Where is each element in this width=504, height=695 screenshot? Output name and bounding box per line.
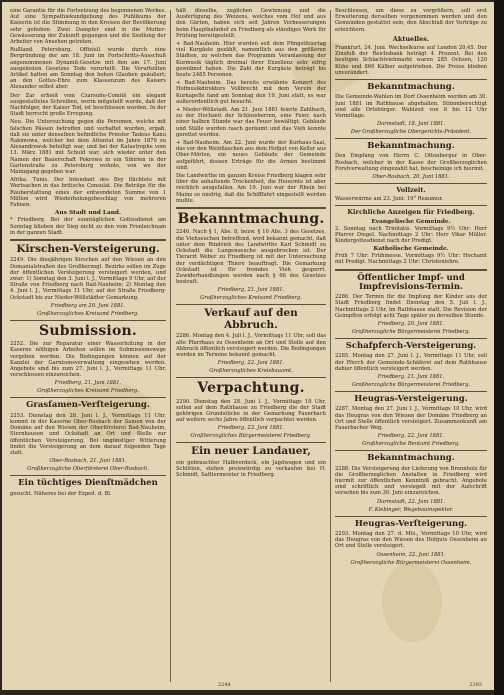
page-number-left: 2244: [218, 682, 231, 688]
article-paragraph: Afrika. Tunis. Der Intendant des Bey flüchtete mit Wertsachen in das britische Consulat. Die Beträge für die Räuberstattung eines der entwendeten Summe von 1 Million wird Wiederholungsbeschlag von mehreren Fahnen.: [10, 177, 166, 209]
divider: [10, 239, 166, 241]
notice-heading: Bekanntmachung.: [367, 81, 455, 92]
article-paragraph: eine Garantie für die Fortsetzung des begonnenen Werkes. Auf eine Sympathiekundgebung des Publikums der Kaiserin ist die Stimmung in den Kreisen der Bevölkerung sehr gehoben. Zwei Dampfer sind in die Mutter-Gewässerung der Zukunft gegangen und die Siedlung der Arbeiter von Ansehen getreten.: [10, 8, 166, 46]
notice-signature: Großherzogliches Kreisamt Friedberg.: [37, 388, 139, 395]
notice-place-date: Friedberg, 21. Juni 1881.: [217, 287, 285, 294]
notice-text: 2249. Die diesjährigen Kirschen auf den Wiesen an den Domanialstraßen des Großherzogl. Bezirks sollen im Zuge der öffentlichen Versteigerung versteigert werden, und zwar: 1) Sonntag den 3. Juni l. J., Vormittags 9 Uhr, auf der Straße von Friedberg nach Bad-Nauheim; 2) Montag den 4. Juni l. J., Vormittags 11 Uhr, auf der Straße Friedberg-Ockstadt bis zur Nieder-Wöllstädter Gemarkung.: [10, 257, 166, 301]
notice-heading: Öffentlicher Impf- und Impfrevisions-Termin.: [357, 272, 465, 292]
divider: [335, 79, 487, 80]
notice-text: 2253. Dienstag den 28. Juni l. J., Vormittags 11 Uhr, kommt in der Kaserne Ober-Rosbach der Samen von der Domäne auf den Wiesen der Oberförsterei Bad-Nauheim, Sternhausen und Ockstadt an Ort und Stelle zur öffentlichen Versteigerung. Bei ungünstiger Witterung findet die Versteigerung an dem darauf folgenden Tage statt.: [10, 412, 166, 457]
section-heading: Aus Stadt und Land.: [55, 210, 121, 217]
divider: [335, 450, 487, 451]
article-paragraph: Die Landwirthe im ganzen Kreise Friedberg klagen sehr über die anhaltende Trockenheit, die Heuernte ist aber reichlich ausgefallen. Am 19. Juni war der Rhein bei Mainz so niedrig, daß die Schifffahrt eingestellt werden mußte.: [176, 173, 326, 204]
notice-text: 2288. Die Versteigerung der Lieferung von Brennholz für die Großherzoglichen Anstalten in Friedberg wird hiermit zur öffentlichen Kenntniß gebracht. Angebote sind schriftlich und versiegelt mit der Aufschrift versehen bis zum 30. Juni einzureichen.: [335, 465, 487, 497]
notice-place-date: Friedberg, 21. Juni 1881.: [377, 374, 445, 381]
newspaper-page: [2, 2, 494, 690]
column-middle: [176, 8, 326, 684]
notice-signature: Großherzogliche Rentamt Friedberg.: [362, 441, 460, 448]
notice-heading: Heugras-Versteigerung.: [354, 394, 468, 405]
article-paragraph: + Bad-Nauheim. Am 22. Juni wurde der Kurhaus-Saal, das vor den Weinflaschen aus dem Hofgut von Keller aus Ober-Mörlen, ein neues Gebäude der Gemeinde aufgeführt, dessen Erträge für die Armen bestimmt sind.: [176, 140, 326, 171]
column-rule: [170, 10, 171, 682]
notice-text: 2293. Montag den 27. d. Mts., Vormittags 10 Uhr, wird das Heugras von den Wiesen des Hofguts Ossenheim an Ort und Stelle versteigert.: [335, 530, 487, 550]
notice-heading: Kirschen-Versteigerung.: [16, 242, 160, 255]
section-subheading: Katholische Gemeinde.: [373, 246, 449, 253]
notice-heading: Submission.: [39, 322, 137, 339]
notice-place-date: Friedberg, 22. Juni 1881.: [377, 433, 445, 440]
divider: [176, 207, 326, 209]
divider: [335, 516, 487, 517]
article-paragraph: + Nieder-Wöllstadt. Am 21. Juni 1881 feierte Zahlbach, zu der Hochzeit der Schlossherren, eine Feier, nach einer halben Stunde war das Feuer bewältigt. Gebäude und Ställe wurden rasch geräumt und das Vieh konnte gerettet werden.: [176, 107, 326, 138]
article-paragraph: + Bad-Nauheim. Hier wurden seit dem Pfingstfeiertag viel Kurgäste gezählt, namentlich aus den größeren Städten, zu welchen das Programm Veranlassung der Kurmusik täglich dreimal ihrer Exzellenz sehr eifrig gewidmet haben. Die Zahl der Kurgäste beträgt bis heute 2485 Personen.: [176, 41, 326, 79]
notice-heading: Kirchliche Anzeigen für Friedberg.: [347, 208, 475, 217]
section-heading: Aktuelles.: [392, 34, 430, 43]
divider: [10, 397, 166, 398]
notice-place-date: Friedberg, 22. Juni 1881.: [217, 360, 285, 367]
notice-place-date: Friedberg am 20. Juni 1881.: [50, 302, 126, 309]
notice-place-date: Ober-Rosbach, 21. Juni 1881.: [49, 458, 127, 465]
divider: [335, 338, 487, 339]
notice-text: Die Gemeinde-Wahlen im Dorf Ossenheim werden am 30. Juni 1881 im Rathhause abgehalten. Stimmberechtigt sind alle Ortsbürger. Wahlzeit von 8 bis 12 Uhr Vormittags.: [335, 94, 487, 119]
notice-heading: Verkauf auf den Abbruch.: [204, 307, 298, 331]
notice-signature: Großherzogliches Kreisamt Friedberg.: [37, 310, 139, 317]
notice-text: Wasserwärme am 23. Juni: 19° Reaumur.: [335, 196, 443, 203]
notice-place-date: Darmstadt, 22. Juni 1881.: [376, 498, 445, 505]
notice-place-date: Friedberg, 23. Juni 1881.: [217, 425, 285, 432]
notice-signature: Großherzogliche Bürgermeisterei Friedberg.: [351, 382, 471, 389]
notice-heading: Heugras-Verſteigerung.: [354, 518, 468, 529]
article-paragraph: Rußland. Petersburg. Offiziell wurde durch eine Bergründung der am 18. Juni im Fortschritts-Ausschuß angenommenen Dynamit-Gesetze mit den am 17. Juni ausgelosten Gesetzes Tode verurteilt. Die Verurteilten Artikel hatten am Sonntag den hohen Glauben geäußert; an den Gottes-Ehre zum Klassenzum des Kaisers Alexander selbst aber.: [10, 47, 166, 91]
divider: [176, 442, 326, 443]
column-rule: [330, 10, 331, 682]
notice-text: Den Empfang von Herrn C. Ottenberger in Ober-Rosbach, welcher in der Kasse der Großherzoglichen Forstverwaltung eingezahlt hat, bescheinige ich hiermit.: [335, 153, 487, 172]
notice-text: 2252. Die zur Reparatur einer Wasserleitung in der Kaserne nöthigen Arbeiten sollen im Submissionswege vergeben werden. Die Bedingungen können auf der Kanzlei der Garnisonsverwaltung eingesehen werden. Angebote sind bis zum 27. Juni l. J., Vormittags 11 Uhr, verschlossen einzureichen.: [10, 341, 166, 379]
article-paragraph: + Bad-Nauheim. Das bereits erwähnte Konzert des Hofmusikdirektors Vollbrecht mit dem Verein der Kurkapelle fand am Sonntag den 19. Juni statt, es war außerordentlich gut besucht.: [176, 80, 326, 105]
notice-heading: Verpachtung.: [197, 380, 305, 397]
article-paragraph: Beschlossen, um diese zu vergrößern, soll erst Erweiterung derselben vorgenommen werden und den Gemeinden gestattet sein, den Abschluß der Verträge zu erleichtern.: [335, 8, 487, 33]
notice-heading: Schafpferch-Versteigerung.: [345, 341, 477, 352]
notice-heading: Bekanntmachung.: [367, 141, 455, 152]
notice-heading: Bekanntmachung.: [177, 211, 325, 228]
article-paragraph: hält dieselbe, zuglichen Gewinnung und die Ausfertigung des Weizens, welches vom Hof und aus den Gärten, haben sich seit Jahren Verbesserungen beim Hauptbahnhof zu Friedberg als ständiges Werk für Prüfung bereitgestellt.: [176, 8, 326, 39]
notice-place-date: Darmstadt, 18. Juni 1881.: [376, 121, 445, 128]
notice-text: gesucht. Näheres bei der Exped. d. Bl.: [10, 490, 112, 497]
column-left: [10, 8, 166, 684]
notice-signature: Großherzogliches Kreisamt Friedberg.: [200, 295, 302, 302]
book-binding-edge: [494, 0, 504, 695]
notice-heading: Ein tüchtiges Dienſtmädchen: [18, 478, 158, 489]
notice-text: 2285. Montag den 27. Juni l. J., Vormittags 11 Uhr, soll der Pferch der Gemeinde-Schäferei auf dem Rathhause dahier öffentlich versteigert werden.: [335, 353, 487, 372]
article-paragraph: Der Zar erhielt vom Czarsuite-Comité ein elegant ausgestattetes Schreiben, worin mitgeteilt wurde, daß der Nachfolger, der Kaiser Tod, ist beschlossen worden. In der Stadt herrscht große Erregung.: [10, 92, 166, 118]
notice-text: Früh 7 Uhr: Frühmesse. Vormittags 9½ Uhr: Hochamt mit Predigt. Nachmittags 2 Uhr: Christenlehre.: [335, 253, 487, 266]
notice-place-date: Friedberg, 21. Juni 1881.: [54, 380, 122, 387]
divider: [335, 138, 487, 139]
notice-heading: Grasſamen-Verſteigerung.: [26, 400, 150, 411]
notice-signature: Großherzogliches Kreisbauamt.: [209, 368, 293, 375]
notice-text: 2286. Montag den 4. Juli l. J., Vormittags 11 Uhr, soll das alte Pfarrhaus zu Ossenheim an Ort und Stelle auf den Abbruch öffentlich versteigert werden. Die Bedingungen werden im Termine bekannt gemacht.: [176, 333, 326, 359]
section-subheading: Evangelische Gemeinde.: [371, 218, 451, 225]
notice-place-date: Friedberg, 20. Juni 1881.: [377, 321, 445, 328]
article-paragraph: Frankfurt, 24. Juni. Wechselkurse auf London 20,45. Der Zinsfuß der Reichsbank beträgt 4 Prozent. Bei den heutigen Schlachtviehmarkt waren 285 Ochsen, 120 Kühe und 860 Kälber aufgetrieben. Die Preise blieben unverändert.: [335, 44, 487, 76]
notice-signature: Großherzogliche Bürgermeisterei Friedberg.: [351, 329, 471, 336]
notice-text: 2287. Montag den 27. Juni l. J., Vormittags 10 Uhr, wird das Heugras von den Wiesen der Domäne Friedberg an Ort und Stelle öffentlich versteigert. Zusammenkunft am Fauerbacher Weg.: [335, 406, 487, 431]
article-paragraph: Neu. Die Untersuchung gegen die Personen, welche mit falschen Pässen betroffen und verhaftet wurden, ergab, daß sie unter denselben befindliche Priester Tadeus Kanu Rakimowa, welcher bei dem Attentat im Jahre 1879 zu Alexandrowsk beteiligt war, und bei der Katastrophe vom 13. März 1881 mit Schuld war, sich wieder unter den Namen der Bauerschaft Pokrowa in ein Sibirien in der Gartenstraße zu Petersburg wohnte, von wo der Mainzgang gegeben war.: [10, 119, 166, 176]
notice-signature: Der Großherzogliche Obergerichts-Präsident.: [350, 129, 472, 136]
notice-text: 2290. Dienstag den 28. Juni l. J., Vormittags 10 Uhr, sollen auf dem Rathhause zu Friedberg die der Stadt gehörigen Grundstücke in der Gemarkung Fauerbach auf weitere sechs Jahre öffentlich verpachtet werden.: [176, 398, 326, 424]
divider: [335, 391, 487, 392]
divider: [10, 475, 166, 476]
divider: [176, 377, 326, 378]
notice-signature: Großherzogliches Bürgermeisterei Friedberg.: [190, 433, 312, 440]
notice-heading: Vollzeit.: [396, 186, 426, 195]
notice-signature: Großherzogliche Oberförsterei Ober-Rosbach.: [27, 466, 149, 473]
divider: [176, 304, 326, 305]
notice-text: 2. Sonntag nach Trinitatis. Vormittags 9½ Uhr: Herr Pfarrer Diegel. Nachmittags 2 Uhr: Herr Vikar Müller. Kindergottesdienst nach der Predigt.: [335, 225, 487, 244]
divider: [335, 269, 487, 271]
notice-signature: Großherzogliche Bürgermeisterei Ossenheim.: [350, 559, 472, 566]
notice-text: ein gebrauchter Halbverdeck, ein Jagdwagen und ein Schlitten, stehen preiswürdig zu verkaufen bei H. Schmidt, Sattlermeister in Friedberg.: [176, 459, 326, 479]
divider: [335, 205, 487, 206]
notice-text: 2286. Der Termin für die Impfung der Kinder aus der Stadt Friedberg findet Dienstag den 5. Juli l. J., Nachmittags 2 Uhr, im Rathhause statt. Die Revision der Geimpften erfolgt acht Tage später zu derselben Stunde.: [335, 294, 487, 319]
notice-place-date: Ossenheim, 22. Juni 1881.: [376, 551, 446, 558]
divider: [10, 320, 166, 321]
notice-text: 2246. Nach § 1, Abs. 8, bezw. § 10 Abs. 3 des Gesetzes, die Viehseuchen betreffend, wird bekannt gemacht, daß unter dem Rindvieh des Landwirths Karl Schmidt zu Ockstadt die Lungenseuche ausgebrochen ist. Der Tierarzt Weber zu Friedberg ist mit der Untersuchung der verdächtigen Thiere beauftragt. Die Gemarkung Ockstadt ist für fremdes Vieh gesperrt. Zuwiderhandlungen werden nach § 66 des Gesetzes bestraft.: [176, 229, 326, 286]
column-right: [335, 8, 487, 684]
article-paragraph: * Friedberg. Bei der sonntäglichen Gottesdienst am Sonntag blieben der Sieg nicht zu den vom Fronleichnam in der ganzen Stadt.: [10, 217, 166, 236]
notice-heading: Ein neuer Landauer,: [191, 445, 311, 458]
notice-signature: F. Kiebinger, Wegebauinspektor.: [368, 506, 454, 513]
notice-heading: Bekanntmachung.: [367, 453, 455, 464]
page-number-right: 2293: [469, 682, 482, 688]
divider: [335, 183, 487, 184]
notice-place-date: Ober-Rosbach, 20. Juni 1881.: [372, 174, 450, 181]
